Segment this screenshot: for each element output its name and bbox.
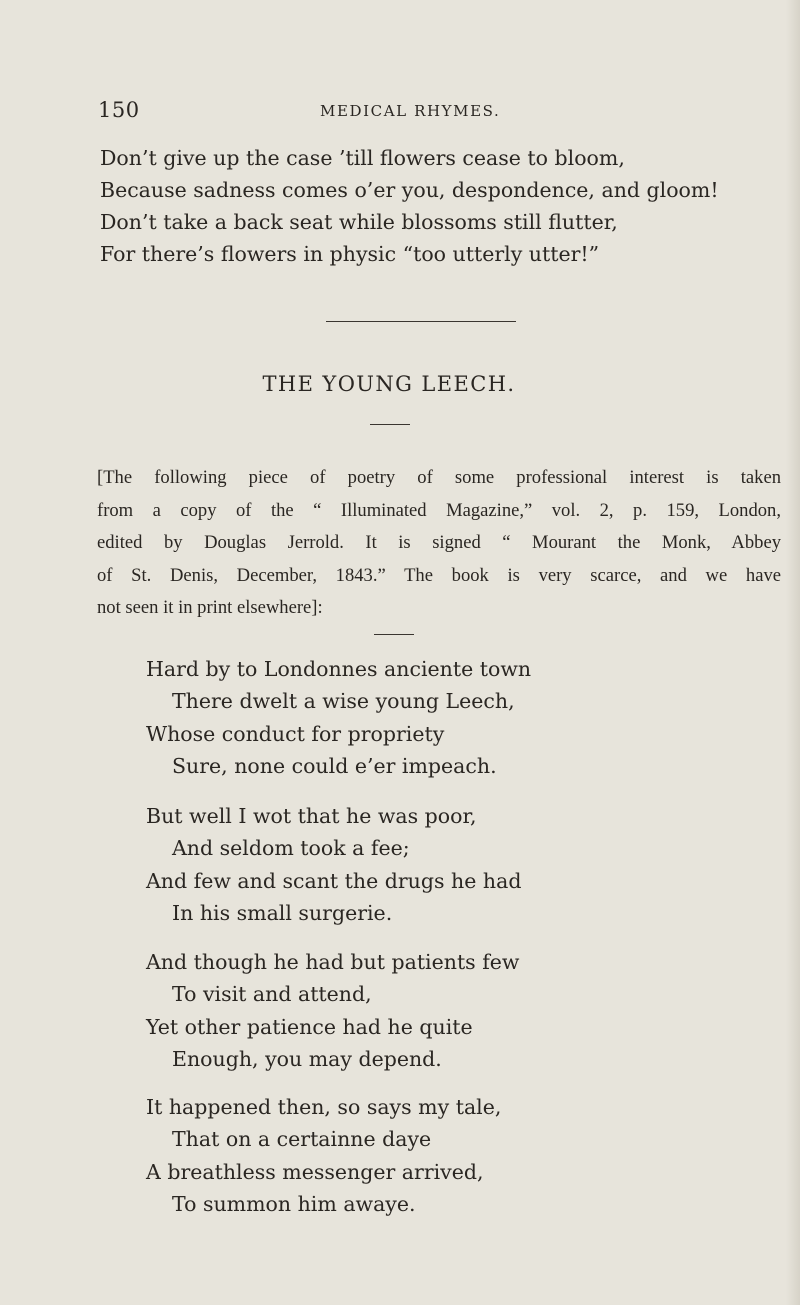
verse-line: Whose conduct for propriety — [146, 721, 445, 746]
intro-paragraph — [97, 462, 781, 625]
verse-line: A breathless messenger arrived, — [146, 1159, 484, 1184]
verse-line: That on a certainne daye — [172, 1127, 432, 1152]
intro-line: edited by Douglas Jerrold. It is signed “ Mourant the Monk, Abbey — [97, 532, 781, 553]
poem-stanza-4 — [146, 1091, 501, 1220]
verse-line: And though he had but patients few — [146, 950, 520, 974]
verse-line: To summon him awaye. — [172, 1191, 416, 1216]
verse-line: There dwelt a wise young Leech, — [172, 689, 515, 714]
verse-line: For there’s flowers in physic “too utterly utter!” — [100, 242, 600, 266]
poem-stanza-2 — [146, 800, 521, 929]
verse-line: In his small surgerie. — [172, 900, 393, 925]
opening-stanza — [100, 142, 719, 270]
verse-line: Don’t give up the case ’till flowers cease to bloom, — [100, 146, 625, 170]
verse-line: Because sadness comes o’er you, despondence, and gloom! — [100, 178, 719, 202]
intro-line: not seen it in print elsewhere]: — [97, 597, 323, 618]
intro-line: [The following piece of poetry of some professional interest is taken — [97, 467, 781, 488]
verse-line: To visit and attend, — [172, 982, 372, 1007]
section-title: THE YOUNG LEECH. — [262, 372, 516, 396]
poem-stanza-1 — [146, 653, 531, 782]
verse-line: Enough, you may depend. — [172, 1046, 442, 1071]
verse-line: And seldom took a fee; — [172, 836, 410, 861]
verse-line: Sure, none could e’er impeach. — [172, 753, 497, 778]
section-divider — [326, 321, 516, 322]
intro-line: of St. Denis, December, 1843.” The book is very scarce, and we have — [97, 564, 781, 586]
running-head: MEDICAL RHYMES. — [320, 102, 501, 120]
title-divider — [370, 424, 410, 425]
verse-line: Hard by to Londonnes anciente town — [146, 657, 532, 681]
page-edge-shadow — [786, 0, 800, 1305]
verse-line: Yet other patience had he quite — [146, 1014, 473, 1039]
poem-divider — [374, 634, 414, 635]
verse-line: Don’t take a back seat while blossoms still flutter, — [100, 210, 618, 234]
page-header — [98, 98, 698, 128]
intro-line: from a copy of the “ Illuminated Magazine,” vol. 2, p. 159, London, — [97, 499, 781, 521]
poem-stanza-3 — [146, 946, 519, 1075]
verse-line: It happened then, so says my tale, — [146, 1095, 502, 1119]
verse-line: And few and scant the drugs he had — [146, 868, 522, 893]
page-number: 150 — [98, 98, 140, 122]
verse-line: But well I wot that he was poor, — [146, 804, 477, 828]
